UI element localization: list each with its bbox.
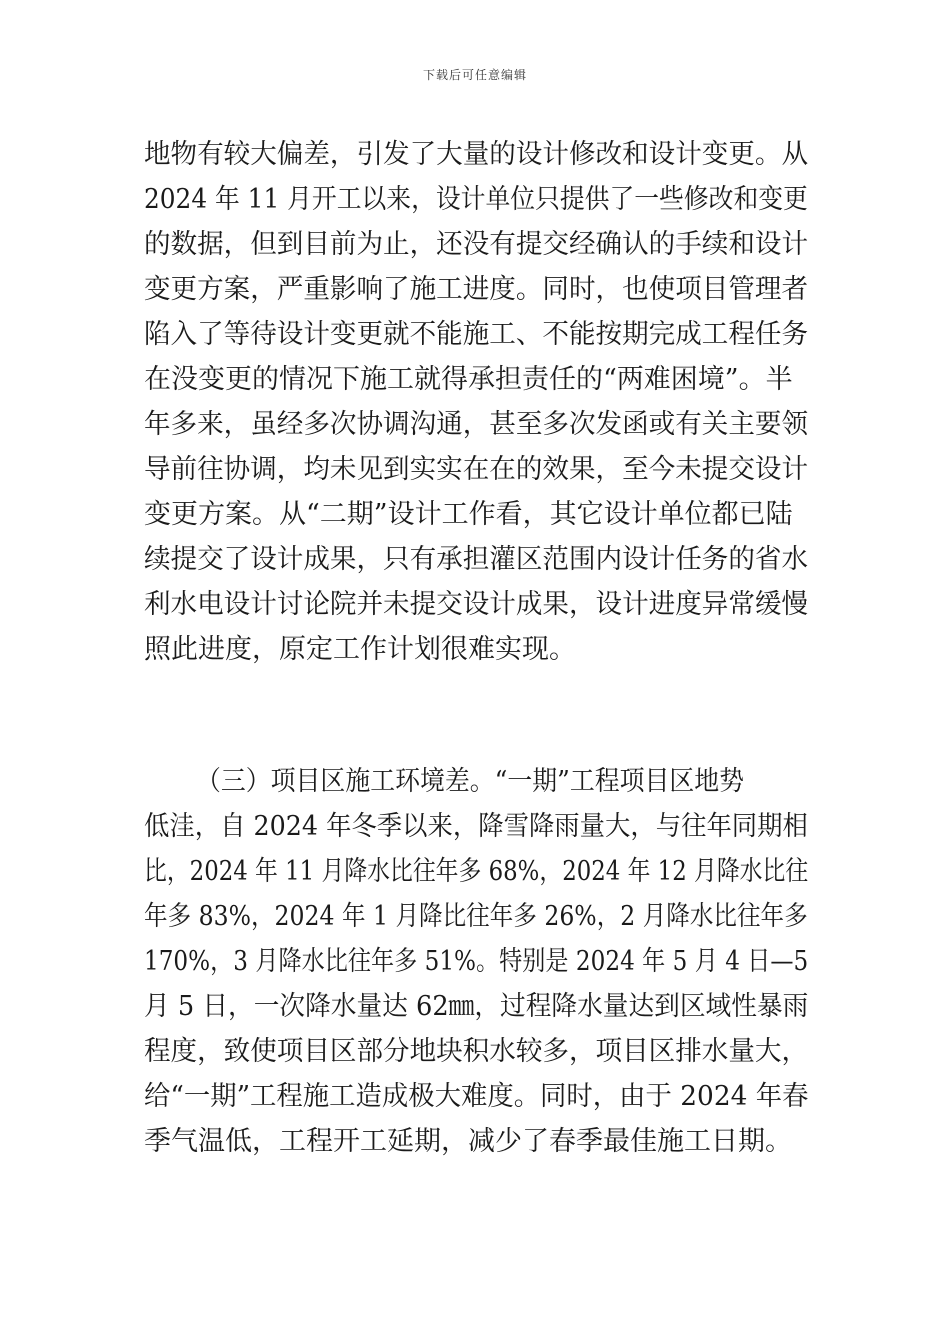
paragraph-2-line-8: 给“一期”工程施工造成极大难度。同时，由于 2024 年春 — [144, 1081, 809, 1112]
paragraph-2-line-6: 月 5 日，一次降水量达 62㎜，过程降水量达到区域性暴雨 — [144, 991, 809, 1022]
paragraph-2-line-4: 年多 83%，2024 年 1 月降比往年多 26%，2 月降水比往年多 — [144, 901, 808, 932]
paragraph-1-line-2: 2024 年 11 月开工以来，设计单位只提供了一些修改和变更 — [144, 184, 808, 215]
paragraph-1-line-3: 的数据，但到目前为止，还没有提交经确认的手续和设计 — [144, 229, 808, 260]
paragraph-1-line-4: 变更方案，严重影响了施工进度。同时，也使项目管理者 — [144, 274, 808, 305]
paragraph-2-line-3: 比，2024 年 11 月降水比往年多 68%，2024 年 12 月降水比往 — [144, 856, 809, 887]
paragraph-2-line-9: 季气温低，工程开工延期，减少了春季最佳施工日期。 — [144, 1126, 792, 1157]
paragraph-1-line-11: 利水电设计讨论院并未提交设计成果，设计进度异常缓慢 — [144, 589, 808, 620]
paragraph-2-line-5: 170%，3 月降水比往年多 51%。特别是 2024 年 5 月 4 日—5 — [144, 946, 809, 977]
paragraph-1-line-5: 陷入了等待设计变更就不能施工、不能按期完成工程任务 — [144, 319, 808, 350]
paragraph-1-line-10: 续提交了设计成果，只有承担灌区范围内设计任务的省水 — [144, 544, 808, 575]
paragraph-1-line-9: 变更方案。从“二期”设计工作看，其它设计单位都已陆 — [144, 499, 793, 530]
paragraph-2-line-7: 程度，致使项目区部分地块积水较多，项目区排水量大， — [144, 1036, 808, 1067]
paragraph-1-line-1: 地物有较大偏差，引发了大量的设计修改和设计变更。从 — [144, 139, 808, 170]
paragraph-1-line-8: 导前往协调，均未见到实实在在的效果，至今未提交设计 — [144, 454, 808, 485]
paragraph-1-line-7: 年多来，虽经多次协调沟通，甚至多次发函或有关主要领 — [144, 409, 808, 440]
paragraph-1-line-6: 在没变更的情况下施工就得承担责任的“两难困境”。半 — [144, 364, 793, 395]
page-header: 下载后可任意编辑 — [422, 68, 527, 82]
paragraph-2-line-1: （三）项目区施工环境差。“一期”工程项目区地势 — [196, 766, 745, 797]
paragraph-2-line-2: 低洼，自 2024 年冬季以来，降雪降雨量大，与往年同期相 — [144, 811, 808, 842]
paragraph-1-line-12: 照此进度，原定工作计划很难实现。 — [144, 634, 576, 665]
